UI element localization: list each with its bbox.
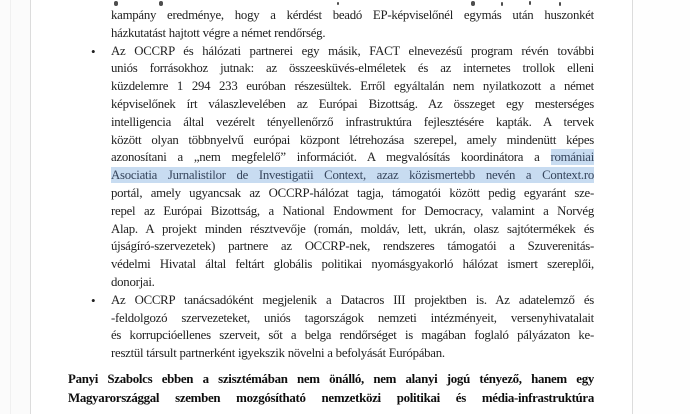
clipped-line-fragment: [114, 1, 118, 6]
text-line: [111, 78, 594, 96]
text-segment: donorjai.: [111, 274, 155, 289]
text-segment: Alap. A projekt minden résztvevője (román, moldáv, lett, ukrán, olasz sajtótermékek és: [111, 221, 594, 236]
bullet-item-fact-program: [111, 43, 594, 292]
text-line: [111, 327, 594, 345]
text-segment: Panyi Szabolcs ebben a szisztémában nem önálló, nem alanyi jogú tényező, hanem egy: [68, 372, 594, 386]
clipped-line-fragment: [471, 1, 475, 6]
text-line: [111, 185, 594, 203]
bullet-marker: •: [91, 292, 96, 308]
text-line: [111, 256, 594, 274]
text-line: [111, 292, 594, 310]
text-segment: újságíró-szervezetek) partnere az OCCRP-nek, rendszeres támogatói a Szuverenitás-: [111, 239, 594, 254]
text-segment: repel az Európai Bizottság, a National Endowment for Democracy, valamint a Norvég: [111, 203, 594, 218]
text-line: [111, 96, 594, 114]
text-segment: uniós forrásokhoz jutnak: az összeesküvés-elméletek és az internetes trollok elleni: [111, 61, 594, 76]
text-line: [111, 203, 594, 221]
text-segment: kampány eredménye, hogy a kérdést beadó EP-képviselőnél egymás után huszonkét: [111, 8, 594, 22]
text-segment: védelmi Hivatal által feltárt globális politikai nyomásgyakorló hálózat ismert szereplői,: [111, 257, 594, 272]
text-segment: intelligencia által vezérelt tényellenőrző infrastruktúra fejlesztésére kapták. A tervek: [111, 114, 594, 129]
text-line: [111, 43, 594, 61]
text-segment: portál, amely ugyancsak az OCCRP-hálózat tagja, támogatói között pedig egyaránt sze-: [111, 185, 594, 200]
highlighted-text: romániai: [550, 150, 594, 165]
text-line: [111, 114, 594, 132]
clipped-line-fragment: [529, 1, 531, 5]
text-segment: küzdelemre 1 294 233 euróban részesültek. Erről egyáltalán nem nyilatkozott a német: [111, 79, 594, 94]
bullet-marker: •: [91, 43, 96, 59]
text-segment: Az OCCRP és hálózati partnerei egy másik, FACT elnevezésű program révén további: [111, 43, 594, 58]
text-segment: képviselőnek írt válaszlevelében az Európai Bizottság. Az összeget egy mesterséges: [111, 96, 594, 111]
highlighted-text: Asociatia Jurnalistilor de Investigatii Context, azaz közismertebb nevén a Context.ro: [111, 168, 594, 183]
paragraph-continuation: [111, 7, 594, 43]
text-line: [111, 274, 594, 292]
text-line: [111, 7, 594, 25]
text-line: [68, 370, 594, 389]
clipped-line-fragment: [337, 2, 339, 5]
clipped-line-fragment: [159, 1, 163, 6]
clipped-line-fragment: [559, 2, 561, 6]
text-line: [111, 167, 594, 185]
closing-paragraph: [68, 370, 594, 408]
text-line: [111, 25, 594, 43]
text-segment: -feldolgozó szervezeteket, uniós tagországok nemzeti intézményeit, versenyhivatalait: [111, 310, 594, 325]
bullet-item-datacros: [111, 292, 594, 363]
text-line: [68, 389, 594, 408]
text-line: [111, 149, 594, 167]
document-page: [31, 0, 633, 414]
text-segment: Az OCCRP tanácsadóként megjelenik a Datacros III projektben is. Az adatelemző és: [111, 292, 594, 307]
clipped-line-fragment: [501, 2, 503, 6]
text-segment: és korrupcióellenes szerveit, sőt a belga rendőrséget is magában foglaló pályázaton ke-: [111, 328, 594, 343]
text-line: [111, 238, 594, 256]
page-left-gutter: [0, 0, 31, 414]
text-line: [111, 345, 594, 363]
text-line: [111, 310, 594, 328]
text-segment: azonosítani a „nem megfelelő” információt. A megvalósítás koordinátora a: [111, 150, 551, 165]
text-line: [111, 132, 594, 150]
text-line: [111, 60, 594, 78]
text-segment: között olyan többnyelvű európai központ létrehozása szerepel, amely mindenütt képes: [111, 132, 594, 147]
text-segment: Magyarországgal szemben mozgósítható nemzetközi politikai és média-infrastruktúra: [68, 391, 594, 405]
text-segment: resztül társult partnerként igyekszik növelni a befolyását Európában.: [111, 346, 445, 361]
text-line: [111, 221, 594, 239]
text-segment: házkutatást hajtott végre a német rendőrség.: [111, 25, 326, 40]
page-right-margin-area: [633, 0, 690, 414]
